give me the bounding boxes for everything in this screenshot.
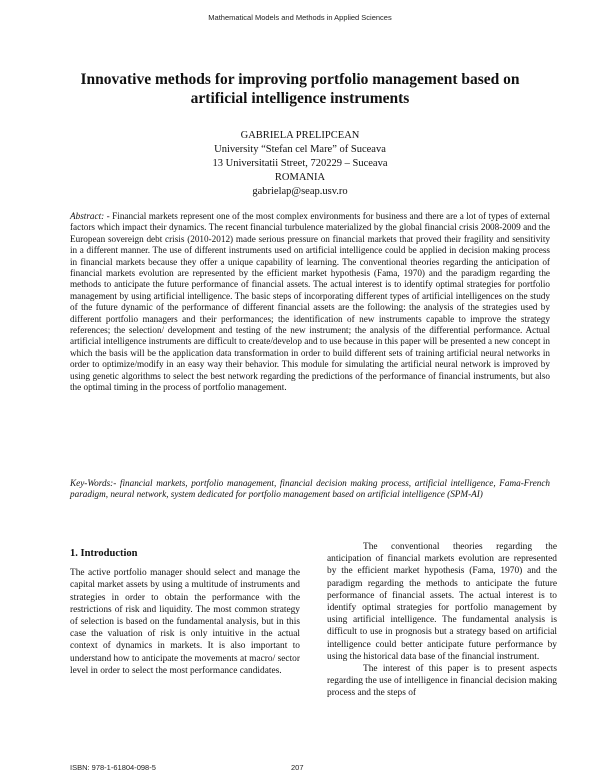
isbn: ISBN: 978-1-61804-098-5 (70, 763, 156, 772)
author-country: ROMANIA (274, 172, 326, 183)
author-block (150, 129, 450, 199)
intro-paragraph-1: The active portfolio manager should select and manage the capital market assets by using a multitude of instruments and strategies in order to obtain the performance with the restrictions of risk and liquidity. The most common strategy of selection is based on the fundamental analysis, but in this case the valuation of risk is only intuitive in the actual context of dynamics in markets. It is also important to understand how to anticipate the movements at macro/ sector level in order to select the most performance candidates. (70, 568, 300, 676)
column-left (70, 548, 300, 677)
author-email: gabrielap@seap.usv.ro (252, 186, 348, 197)
column-right (327, 541, 557, 700)
keywords: Key-Words:- financial markets, portfolio management, financial decision making process, artificial intelligence, Fama-French paradigm, neural network, system dedicated for portfolio management based on artificial intelligence (SPM-AI) (70, 478, 550, 500)
author-name: GABRIELA PRELIPCEAN (240, 130, 360, 141)
abstract-label: Abstract: (70, 211, 105, 221)
author-affiliation: University “Stefan cel Mare” of Suceava (214, 144, 386, 155)
running-header: Mathematical Models and Methods in Applied Sciences (208, 13, 392, 22)
abstract (70, 211, 550, 394)
page-number: 207 (291, 763, 304, 772)
paper-title: Innovative methods for improving portfolio management based on artificial intelligence instruments (80, 71, 520, 107)
section-heading: 1. Introduction (70, 548, 138, 559)
intro-paragraph-2: The conventional theories regarding the anticipation of financial markets evolution are represented by the efficient market hypothesis (Fama, 1970) and the paradigm regarding the methods to anticipate the future performance of financial assets. The actual interest is to identify optimal strategies for portfolio management by using artificial intelligence. The fundamental analysis is difficult to use in prognosis but a strategy based on artificial intelligence could better anticipate future performance by using the historical data base of the financial instrument. (327, 542, 557, 662)
abstract-text: - Financial markets represent one of the most complex environments for business and there are a lot of types of external factors which impact their dynamics. The recent financial turbulence materialized by the global financial crisis 2008-2009 and the European sovereign debt crisis (2010-2012) made serious pressure on financial markets that proved their fragility and sensitivity in a different manner. The use of different instruments used on artificial intelligence could be applied in decision making process in financial markets because they offer a unique capability of learning. The conventional theories regarding the anticipation of financial markets evolution are represented by the efficient market hypothesis (Fama, 1970) and the paradigm regarding the methods to anticipate the future performance of financial assets. The actual interest is to identify optimal strategies for portfolio management by using artificial intelligence. The basic steps of incorporating different types of artificial intelligences on the study of the future dynamic of the performance of different financial assets are the following: the analysis of the strategies used by different portfolio managers and their performances; the identification of new instruments capable to improve the strategy references; the selection/ development and testing of the new instrument; the analysis of the differential performance. Actual artificial intelligence instruments are difficult to create/develop and to use because in this paper will be presented a new concept in which the basis will be the application data transformation in order to build different sets of training artificial neural networks in order to optimize/modify in an easy way their behavior. This module for simulating the artificial neural network is improved by using genetic algorithms to select the best network regarding the predictions of the performance of financial instruments, but also the optimal timing in the process of portfolio management. (70, 211, 550, 393)
author-address: 13 Universitatii Street, 720229 – Suceava (212, 158, 388, 169)
intro-paragraph-3: The interest of this paper is to present aspects regarding the use of intelligence in financial decision making process and the steps of (327, 664, 557, 699)
